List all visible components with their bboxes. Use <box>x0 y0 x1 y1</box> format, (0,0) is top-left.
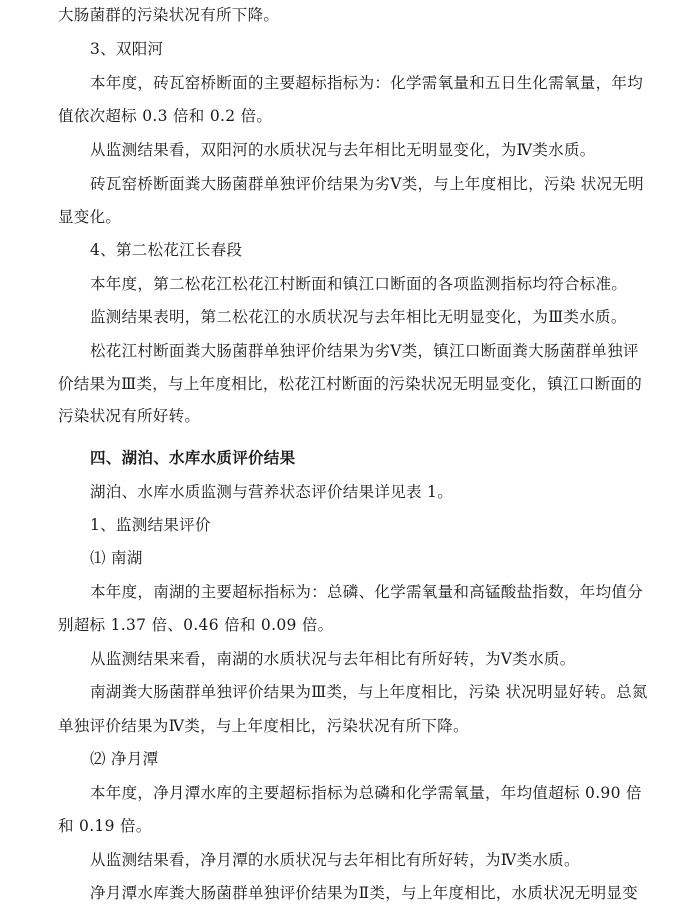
text-line: 松花江村断面粪大肠菌群单独评价结果为劣Ⅴ类，镇江口断面粪大肠菌群单独评 <box>90 342 639 360</box>
text-line: 值依次超标 0.3 倍和 0.2 倍。 <box>58 107 273 125</box>
subsection-heading: ⑴ 南湖 <box>90 549 143 567</box>
text-line: 本年度，南湖的主要超标指标为：总磷、化学需氧量和高锰酸盐指数，年均值分 <box>90 583 644 601</box>
subsection-heading: ⑵ 净月潭 <box>90 750 159 768</box>
text-line: 显变化。 <box>58 208 122 226</box>
text-line: 监测结果表明，第二松花江的水质状况与去年相比无明显变化，为Ⅲ类水质。 <box>90 308 627 326</box>
subsection-heading: 1、监测结果评价 <box>90 516 211 534</box>
text-line: 单独评价结果为Ⅳ类，与上年度相比，污染状况有所下降。 <box>58 717 469 735</box>
text-line: 本年度，砖瓦窑桥断面的主要超标指标为：化学需氧量和五日生化需氧量，年均 <box>90 74 644 92</box>
text-line: 砖瓦窑桥断面粪大肠菌群单独评价结果为劣Ⅴ类，与上年度相比，污染 状况无明 <box>90 175 644 193</box>
text-line: 别超标 1.37 倍、0.46 倍和 0.09 倍。 <box>58 616 334 634</box>
text-line: 南湖粪大肠菌群单独评价结果为Ⅲ类，与上年度相比，污染 状况明显好转。总氮 <box>90 683 648 701</box>
text-line: 湖泊、水库水质监测与营养状态评价结果详见表 1。 <box>90 483 453 501</box>
text-line: 本年度，净月潭水库的主要超标指标为总磷和化学需氧量，年均值超标 0.90 倍 <box>90 784 642 802</box>
subsection-heading: 3、双阳河 <box>90 40 164 58</box>
text-line: 从监测结果看，净月潭的水质状况与去年相比有所好转，为Ⅳ类水质。 <box>90 851 580 869</box>
text-line: 从监测结果来看，南湖的水质状况与去年相比有所好转，为Ⅴ类水质。 <box>90 650 576 668</box>
text-line: 价结果为Ⅲ类，与上年度相比，松花江村断面的污染状况无明显变化，镇江口断面的 <box>58 375 643 393</box>
section-heading: 四、湖泊、水库水质评价结果 <box>90 449 296 467</box>
text-line: 和 0.19 倍。 <box>58 817 152 835</box>
subsection-heading: 4、第二松花江长春段 <box>90 241 243 259</box>
text-line: 本年度，第二松花江松花江村断面和镇江口断面的各项监测指标均符合标准。 <box>90 275 628 293</box>
text-line: 大肠菌群的污染状况有所下降。 <box>58 6 280 24</box>
text-line: 污染状况有所好转。 <box>58 407 201 425</box>
text-line: 从监测结果看，双阳河的水质状况与去年相比无明显变化，为Ⅳ类水质。 <box>90 141 596 159</box>
text-line: 净月潭水库粪大肠菌群单独评价结果为Ⅱ类，与上年度相比，水质状况无明显变 <box>90 884 639 902</box>
